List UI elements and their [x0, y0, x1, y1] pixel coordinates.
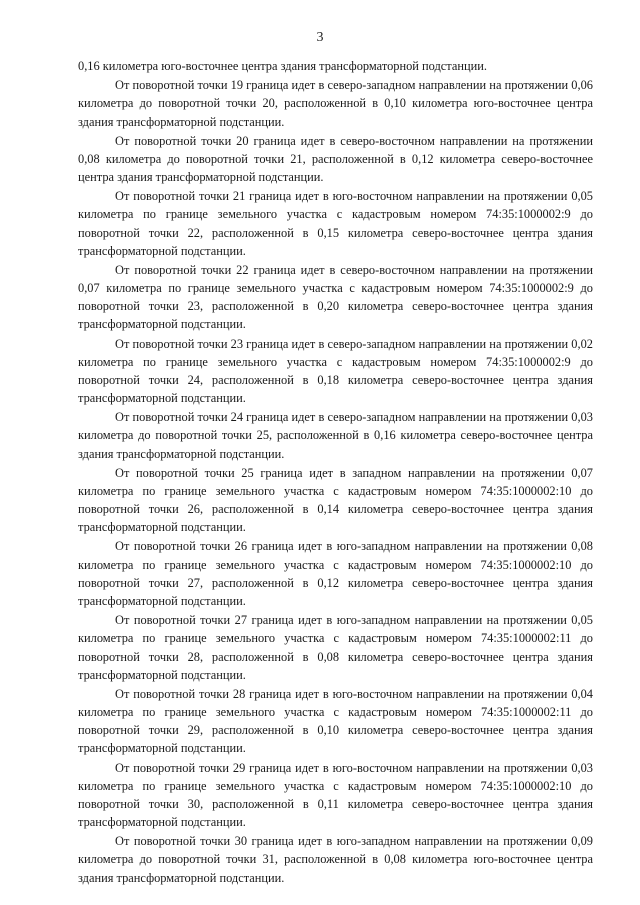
paragraph-11: От поворотной точки 29 граница идет в юго-восточном направлении на протяжении 0,03 километра по границе земельного участка с кадастровым номером 74:35:1000002:10 до поворотной точки 30, расположенной в 0,11 километра северо-восточнее центра здания трансформаторной подстанции. [78, 760, 593, 830]
paragraph-7: От поворотной точки 25 граница идет в западном направлении на протяжении 0,07 километра по границе земельного участка с кадастровым номером 74:35:1000002:10 до поворотной точки 26, расположенной в 0,14 километра северо-восточнее центра здания трансформаторной подстанции. [78, 465, 593, 535]
paragraph-6: От поворотной точки 24 граница идет в северо-западном направлении на протяжении 0,03 километра до поворотной точки 25, расположенной в 0,16 километра северо-восточнее центра здания трансформаторной подстанции. [78, 410, 593, 461]
page-number: 3 [316, 30, 324, 45]
paragraph-3: От поворотной точки 21 граница идет в юго-восточном направлении на протяжении 0,05 километра по границе земельного участка с кадастровым номером 74:35:1000002:9 до поворотной точки 22, расположенной в 0,15 километра северо-восточнее центра здания трансформаторной подстанции. [78, 189, 593, 258]
paragraph-2: От поворотной точки 20 граница идет в северо-восточном направлении на протяжении 0,08 километра до поворотной точки 21, расположенной в 0,12 километра северо-восточнее центра здания трансформаторной подстанции. [78, 133, 593, 184]
paragraph-8: От поворотной точки 26 граница идет в юго-западном направлении на протяжении 0,08 километра по границе земельного участка с кадастровым номером 74:35:1000002:10 до поворотной точки 27, расположенной в 0,12 километра северо-восточнее центра здания трансформаторной подстанции. [78, 539, 593, 609]
paragraph-1: От поворотной точки 19 граница идет в северо-западном направлении на протяжении 0,06 километра до поворотной точки 20, расположенной в 0,10 километра юго-восточнее центра здания трансформаторной подстанции. [78, 78, 593, 129]
paragraph-0: 0,16 километра юго-восточнее центра здания трансформаторной подстанции. [78, 59, 487, 73]
paragraph-5: От поворотной точки 23 граница идет в северо-западном направлении на протяжении 0,02 километра по границе земельного участка с кадастровым номером 74:35:1000002:9 до поворотной точки 24, расположенной в 0,18 километра северо-восточнее центра здания трансформаторной подстанции. [78, 336, 593, 406]
paragraph-9: От поворотной точки 27 граница идет в юго-западном направлении на протяжении 0,05 километра по границе земельного участка с кадастровым номером 74:35:1000002:11 до поворотной точки 28, расположенной в 0,08 километра северо-восточнее центра здания трансформаторной подстанции. [78, 613, 593, 682]
paragraph-12: От поворотной точки 30 граница идет в юго-западном направлении на протяжении 0,09 километра до поворотной точки 31, расположенной в 0,08 километра юго-восточнее центра здания трансформаторной подстанции. [78, 834, 593, 885]
paragraph-10: От поворотной точки 28 граница идет в юго-восточном направлении на протяжении 0,04 километра по границе земельного участка с кадастровым номером 74:35:1000002:11 до поворотной точки 29, расположенной в 0,10 километра северо-восточнее центра здания трансформаторной подстанции. [78, 686, 593, 756]
body-text [78, 57, 593, 887]
paragraph-4: От поворотной точки 22 граница идет в северо-восточном направлении на протяжении 0,07 километра по границе земельного участка с кадастровым номером 74:35:1000002:9 до поворотной точки 23, расположенной в 0,20 километра северо-восточнее центра здания трансформаторной подстанции. [78, 262, 593, 332]
